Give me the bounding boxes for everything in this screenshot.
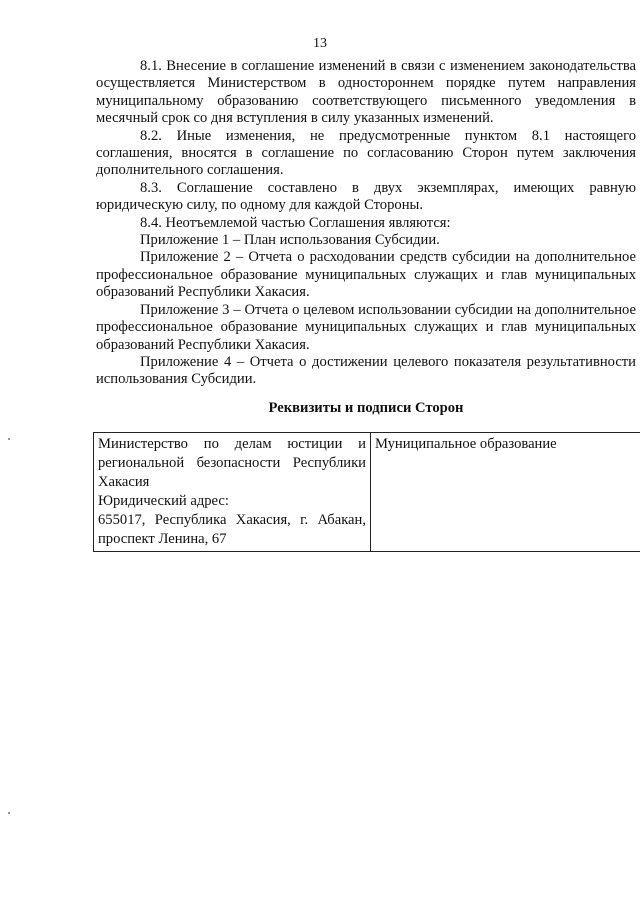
clause-8-1: 8.1. Внесение в соглашение изменений в связи с изменением законодательства осуществляется Министерством в одностороннем порядке путем направления муниципальному образованию соответствующего письменного уведомления в месячный срок со дня вступления в силу указанных изменений. xyxy=(96,58,636,127)
page-number: 13 xyxy=(313,36,327,51)
scan-speck xyxy=(8,812,10,814)
clause-8-3: 8.3. Соглашение составлено в двух экземплярах, имеющих равную юридическую силу, по одному для каждой Стороны. xyxy=(96,179,636,214)
party-ministry-name: Министерство по делам юстиции и региональной безопасности Республики Хакасия xyxy=(98,436,366,490)
appendix-3: Приложение 3 – Отчета о целевом использовании субсидии на дополнительное профессиональное образование муниципальных служащих и глав муниципальных образований Республики Хакасия. xyxy=(96,301,636,353)
party-ministry-cell xyxy=(94,433,371,552)
signatures-table xyxy=(93,432,640,552)
party-municipality-name: Муниципальное образование xyxy=(375,436,557,452)
signatures-row xyxy=(94,433,640,552)
scan-speck xyxy=(8,438,10,440)
clause-8-2: 8.2. Иные изменения, не предусмотренные пунктом 8.1 настоящего соглашения, вносятся в соглашение по согласованию Сторон путем заключения дополнительного соглашения. xyxy=(96,127,636,179)
party-ministry-address-label: Юридический адрес: xyxy=(98,493,229,509)
appendix-1: Приложение 1 – План использования Субсидии. xyxy=(140,232,440,249)
party-municipality-cell xyxy=(371,433,640,552)
agreement-clauses xyxy=(96,58,636,389)
appendix-2: Приложение 2 – Отчета о расходовании средств субсидии на дополнительное профессиональное образование муниципальных служащих и глав муниципальных образований Республики Хакасия. xyxy=(96,249,636,301)
appendix-4: Приложение 4 – Отчета о достижении целевого показателя результативности использования Субсидии. xyxy=(96,353,636,388)
clause-8-4: 8.4. Неотъемлемой частью Соглашения являются: xyxy=(140,214,451,231)
signatures-title: Реквизиты и подписи Сторон xyxy=(268,400,464,416)
party-ministry-address: 655017, Республика Хакасия, г. Абакан, проспект Ленина, 67 xyxy=(98,512,366,547)
